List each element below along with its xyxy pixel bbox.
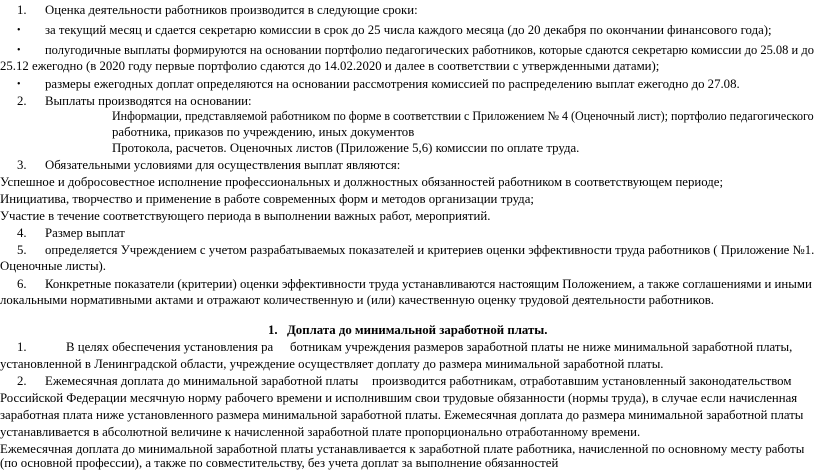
section-heading: Доплата до минимальной заработной платы. xyxy=(287,323,548,337)
bullet-text: за текущий месяц и сдается секретарю комиссии в срок до 25 числа каждого месяца (до 20 декабря по окончании финансового года); xyxy=(45,23,772,37)
bullet-text-continued: 25.12 ежегодно (в 2020 году первые портфолио сдаются до 14.02.2020 и далее в соответствии с утвержденными датами); xyxy=(0,59,660,73)
item-number: 6. xyxy=(17,277,27,291)
item-text-continued: локальными нормативными актами и отражают количественную и (или) качественную оценку трудовой деятельности работников. xyxy=(0,293,714,307)
paragraph-text: Ежемесячная доплата до минимальной заработной платы xyxy=(45,374,359,388)
paragraph-text-continued: (по основной профессии), а также по совместительству, без учета доплат за выполнение обязанностей xyxy=(0,456,559,470)
paragraph-text-continued: заработная плата ниже установленного размера минимальной заработной платы. Ежемесячная доплата до размера минимальной заработной платы xyxy=(0,408,804,422)
item-number: 3. xyxy=(17,158,27,172)
item-subtext: Успешное и добросовестное исполнение профессиональных и должностных обязанностей работником в соответствующем периоде; xyxy=(0,175,723,189)
bullet-icon: • xyxy=(17,45,21,56)
paragraph-text: В целях обеспечения установления ра xyxy=(66,340,274,354)
paragraph-text-continued: устанавливается в абсолютной величине к начисленной заработной плате пропорционально отработанному времени. xyxy=(0,425,641,439)
paragraph-text: ботникам учреждения размеров заработной платы не ниже минимальной заработной платы, xyxy=(290,340,793,354)
item-subtext: Участие в течение соответствующего периода в выполнении важных работ, мероприятий. xyxy=(0,209,491,223)
item-subtext: Протокола, расчетов. Оценочных листов (Приложение 5,6) комиссии по оплате труда. xyxy=(112,141,580,155)
bullet-text: полугодичные выплаты формируются на основании портфолио педагогических работников, которые сдаются секретарю комиссии до 25.08 и до xyxy=(45,43,814,57)
item-text: Оценка деятельности работников производится в следующие сроки: xyxy=(45,3,418,17)
bullet-icon: • xyxy=(17,79,21,90)
item-text: Конкретные показатели (критерии) оценки эффективности труда устанавливаются настоящим Положением, а также соглашениями и иными xyxy=(45,277,812,291)
paragraph-number: 1. xyxy=(17,340,27,354)
item-subtext: Информации, представляемой работником по форме в соответствии с Приложением № 4 (Оценочный лист); портфолио педагогического xyxy=(112,109,814,123)
item-text: Выплаты производятся на основании: xyxy=(45,94,252,108)
paragraph-text: производится работникам, отработавшим установленный законодательством xyxy=(372,374,792,388)
item-number: 5. xyxy=(17,243,27,257)
item-text: Размер выплат xyxy=(45,226,125,240)
item-text: определяется Учреждением с учетом разрабатываемых показателей и критериев оценки эффективности труда работников ( Приложение №1. xyxy=(45,243,815,257)
section-heading-number: 1. xyxy=(268,323,278,337)
item-text-continued: Оценочные листы). xyxy=(0,259,107,273)
bullet-text: размеры ежегодных доплат определяются на основании рассмотрения комиссией по распределению выплат ежегодно до 27.08. xyxy=(45,77,740,91)
bullet-icon: • xyxy=(17,25,21,36)
paragraph-text: Ежемесячная доплата до минимальной заработной платы устанавливается к заработной плате работника, начисленной по основному месту работы xyxy=(0,442,805,456)
paragraph-text-continued: Российской Федерации месячную норму рабочего времени и исполнившим свои трудовые обязанности (нормы труда), в случае если начисленная xyxy=(0,391,798,405)
item-number: 1. xyxy=(17,3,27,17)
paragraph-number: 2. xyxy=(17,374,27,388)
item-number: 4. xyxy=(17,226,27,240)
item-subtext: Инициатива, творчество и применение в работе современных форм и методов организации труда; xyxy=(0,192,534,206)
paragraph-text-continued: установленной в Ленинградской области, учреждение осуществляет доплату до размера минимальной заработной платы. xyxy=(0,357,664,371)
item-number: 2. xyxy=(17,94,27,108)
item-subtext: работника, приказов по учреждению, иных документов xyxy=(112,125,415,139)
item-text: Обязательными условиями для осуществления выплат являются: xyxy=(45,158,401,172)
